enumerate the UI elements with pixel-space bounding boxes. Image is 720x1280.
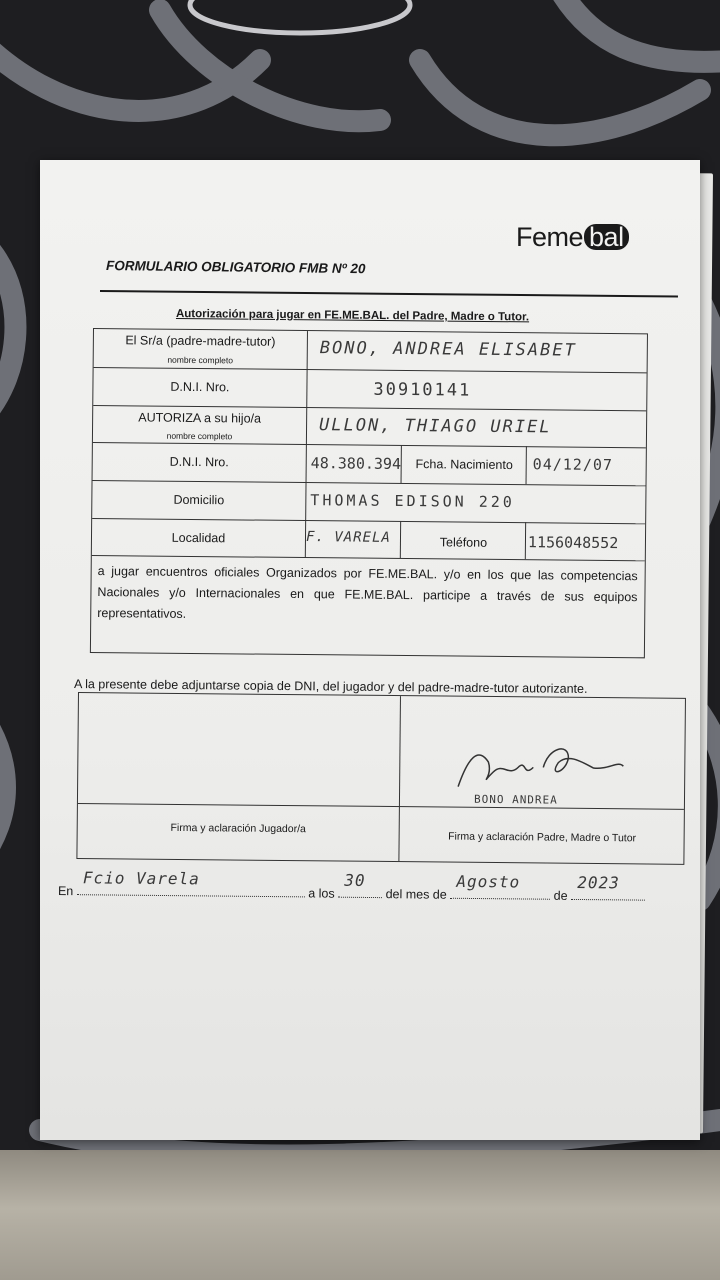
date-prefix: En	[57, 884, 74, 899]
date-de-label: de	[553, 888, 568, 903]
title-rule	[100, 290, 678, 298]
signature-table	[76, 692, 686, 865]
floor	[0, 1150, 720, 1280]
date-mes-label: del mes de	[385, 887, 447, 902]
parent-dni-label: D.N.I. Nro.	[170, 379, 230, 395]
phone-label: Teléfono	[439, 535, 488, 550]
player-signature-label: Firma y aclaración Jugador/a	[170, 821, 306, 836]
city-value: F. VARELA	[305, 529, 391, 546]
authorization-paragraph: a jugar encuentros oficiales Organizados por FE.ME.BAL. y/o en los que las competencias Nacionales y/o Internacionales en que FE.ME.BAL. participe a través de sus equipos representativos.	[97, 564, 638, 621]
parent-sublabel: nombre completo	[167, 354, 234, 366]
form-subtitle: Autorización para jugar en FE.ME.BAL. del Padre, Madre o Tutor.	[175, 308, 530, 324]
day-value: 30	[344, 870, 366, 890]
phone-value: 1156048552	[527, 533, 619, 553]
month-value: Agosto	[456, 871, 521, 892]
femebal-logo: Feme bal	[516, 222, 629, 253]
form-title: FORMULARIO OBLIGATORIO FMB Nº 20	[105, 258, 366, 277]
birth-date-value: 04/12/07	[532, 455, 614, 474]
authorization-table	[90, 328, 648, 658]
place-field	[77, 868, 305, 897]
child-name-value: ULLON, THIAGO URIEL	[318, 415, 552, 438]
child-dni-label: D.N.I. Nro.	[169, 454, 229, 470]
date-line	[57, 868, 645, 904]
form-sheet	[40, 160, 700, 1140]
attachment-note: A la presente debe adjuntarse copia de DNI, del jugador y del padre-madre-tutor autorizante.	[73, 677, 588, 696]
year-value: 2023	[577, 872, 620, 893]
child-label: AUTORIZA a su hijo/a	[138, 410, 262, 426]
parent-name-value: BONO, ANDREA ELISABET	[319, 338, 577, 361]
month-field	[450, 871, 550, 900]
city-label: Localidad	[171, 530, 226, 546]
parent-dni-value: 30910141	[373, 379, 472, 401]
year-field	[571, 872, 645, 901]
place-value: Fcio Varela	[82, 868, 200, 889]
parent-signature-scribble	[448, 737, 649, 799]
birth-date-label: Fcha. Nacimiento	[415, 457, 513, 473]
date-los-label: a los	[308, 886, 335, 901]
address-label: Domicilio	[173, 492, 225, 508]
child-sublabel: nombre completo	[166, 430, 233, 442]
child-dni-value: 48.380.394	[310, 454, 402, 473]
parent-signature-label: Firma y aclaración Padre, Madre o Tutor	[448, 830, 637, 845]
parent-signature-clarification: BONO ANDREA	[473, 792, 558, 807]
address-value: THOMAS EDISON 220	[310, 491, 515, 512]
day-field	[338, 870, 382, 898]
parent-label: El Sr/a (padre-madre-tutor)	[125, 333, 276, 349]
